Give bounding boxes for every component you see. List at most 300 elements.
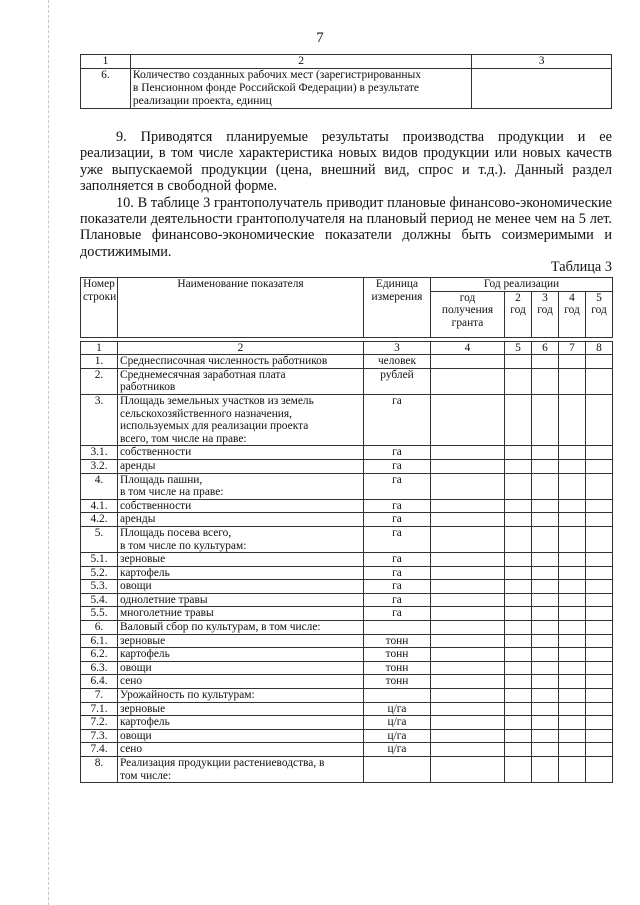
unit-cell: га <box>364 566 431 580</box>
year-value-cell <box>431 716 505 730</box>
year-value-cell <box>431 446 505 460</box>
row-number: 3.2. <box>81 459 118 473</box>
year-value-cell <box>505 607 532 621</box>
table-row <box>81 473 613 499</box>
unit-cell: га <box>364 459 431 473</box>
row-number: 7.4. <box>81 743 118 757</box>
year-value-cell <box>532 634 559 648</box>
year-value-cell <box>532 446 559 460</box>
indicator-name <box>118 368 364 394</box>
unit-cell: га <box>364 473 431 499</box>
page-margin-line <box>48 0 49 905</box>
row-number: 5.1. <box>81 553 118 567</box>
table-row <box>81 716 613 730</box>
row-number: 7.3. <box>81 729 118 743</box>
year-value-cell <box>559 394 586 445</box>
indicator-name-line: сельскохозяйственного назначения, <box>120 407 292 420</box>
year-value-cell <box>505 566 532 580</box>
unit-header <box>364 278 431 338</box>
year-value-cell <box>559 513 586 527</box>
year-value-cell <box>586 593 613 607</box>
year-value-cell <box>505 675 532 689</box>
indicators-table <box>80 277 613 783</box>
year-value-cell <box>532 702 559 716</box>
year-value-cell <box>431 473 505 499</box>
year-value-cell <box>559 355 586 369</box>
year-value-cell <box>559 702 586 716</box>
year-value-cell <box>559 716 586 730</box>
table-row <box>81 513 613 527</box>
year-value-cell <box>586 716 613 730</box>
row-number: 4.1. <box>81 499 118 513</box>
indicator-name <box>118 757 364 783</box>
unit-cell: тонн <box>364 634 431 648</box>
year-value-cell <box>431 621 505 635</box>
year-value-cell <box>532 459 559 473</box>
year-value-cell <box>559 648 586 662</box>
year-value-cell <box>431 648 505 662</box>
indicator-name <box>118 593 364 607</box>
indicator-name-line: используемых для реализации проекта <box>120 420 309 433</box>
table-row <box>81 499 613 513</box>
year-value-cell <box>431 566 505 580</box>
year-value-cell <box>586 513 613 527</box>
year-value-cell <box>431 729 505 743</box>
row-number: 6.4. <box>81 675 118 689</box>
year-value-cell <box>532 607 559 621</box>
table-row <box>81 757 613 783</box>
year-value-cell <box>559 580 586 594</box>
indicator-name-line: Валовый сбор по культурам, в том числе: <box>120 621 321 634</box>
indicator-name-line: сено <box>120 743 143 756</box>
year-value-cell <box>532 716 559 730</box>
year-value-cell <box>505 368 532 394</box>
unit-cell: ц/га <box>364 729 431 743</box>
row-number: 7.1. <box>81 702 118 716</box>
row-number: 1. <box>81 355 118 369</box>
year-value-cell <box>559 553 586 567</box>
year-value-cell <box>559 459 586 473</box>
unit-cell: га <box>364 593 431 607</box>
indicator-name-line: в том числе на праве: <box>120 486 224 499</box>
header-row <box>81 278 613 292</box>
year-value-cell <box>532 661 559 675</box>
indicator-name-line: Площадь земельных участков из земель <box>120 394 314 407</box>
year-value-cell <box>532 473 559 499</box>
year-value-cell <box>559 689 586 703</box>
top-col-header: 3 <box>472 55 612 69</box>
year-value-cell <box>505 580 532 594</box>
indicator-name-line: Среднемесячная заработная плата <box>120 368 286 381</box>
table-row <box>81 526 613 552</box>
year-value-cell <box>532 648 559 662</box>
indicator-name <box>118 446 364 460</box>
col-number: 3 <box>364 341 431 355</box>
indicator-name-line: картофель <box>120 716 170 729</box>
indicator-name-line: собственности <box>120 499 192 512</box>
year-value-cell <box>505 355 532 369</box>
indicator-name <box>118 553 364 567</box>
year-col-header-grant <box>431 291 505 337</box>
table-row <box>81 675 613 689</box>
table-row <box>81 621 613 635</box>
top-table-header-row <box>81 55 612 69</box>
col-number: 8 <box>586 341 613 355</box>
year-value-cell <box>586 743 613 757</box>
year-value-cell <box>505 634 532 648</box>
row-number-header <box>81 278 118 338</box>
year-value-cell <box>586 526 613 552</box>
year-value-cell <box>559 729 586 743</box>
year-value-cell <box>431 743 505 757</box>
year-value-cell <box>431 757 505 783</box>
year-value-cell <box>505 473 532 499</box>
unit-cell: га <box>364 499 431 513</box>
year-value-cell <box>505 648 532 662</box>
year-value-cell <box>559 473 586 499</box>
year-value-cell <box>431 499 505 513</box>
indicator-name-line: многолетние травы <box>120 607 214 620</box>
year-value-cell <box>559 661 586 675</box>
unit-cell: га <box>364 513 431 527</box>
year-value-cell <box>532 355 559 369</box>
table-row <box>81 394 613 445</box>
year-value-cell <box>586 689 613 703</box>
year-value-cell <box>559 757 586 783</box>
row-number: 5. <box>81 526 118 552</box>
indicator-name <box>118 729 364 743</box>
year-value-cell <box>532 689 559 703</box>
year-value-cell <box>586 355 613 369</box>
year-value-cell <box>431 580 505 594</box>
top-col-header: 2 <box>130 55 471 69</box>
indicator-name <box>118 473 364 499</box>
unit-cell <box>364 621 431 635</box>
header-line: измерения <box>371 290 423 303</box>
year-value-cell <box>505 689 532 703</box>
year-value-cell <box>532 499 559 513</box>
indicator-name <box>118 580 364 594</box>
indicator-name <box>118 607 364 621</box>
row-number: 5.2. <box>81 566 118 580</box>
year-value-cell <box>505 743 532 757</box>
unit-cell: рублей <box>364 368 431 394</box>
indicator-name <box>118 716 364 730</box>
table-row <box>81 661 613 675</box>
row-number: 4.2. <box>81 513 118 527</box>
top-table-row <box>81 69 612 109</box>
indicator-name-line: том числе: <box>120 769 172 782</box>
indicator-name <box>118 648 364 662</box>
col-number: 1 <box>81 341 118 355</box>
indicator-name <box>118 621 364 635</box>
year-value-cell <box>586 648 613 662</box>
year-value-cell <box>431 593 505 607</box>
table-row <box>81 648 613 662</box>
table-row <box>81 459 613 473</box>
indicator-name-line: однолетние травы <box>120 593 208 606</box>
year-value-cell <box>586 580 613 594</box>
year-value-cell <box>431 675 505 689</box>
row-number: 2. <box>81 368 118 394</box>
year-value-cell <box>431 355 505 369</box>
year-value-cell <box>559 368 586 394</box>
year-value-cell <box>559 499 586 513</box>
unit-cell: тонн <box>364 675 431 689</box>
year-value-cell <box>559 526 586 552</box>
year-value-cell <box>586 446 613 460</box>
year-value-cell <box>431 607 505 621</box>
year-value-cell <box>431 394 505 445</box>
col-number: 7 <box>559 341 586 355</box>
indicator-name-line: зерновые <box>120 553 166 566</box>
year-value-cell <box>532 593 559 607</box>
year-value-cell <box>559 566 586 580</box>
year-value-cell <box>431 553 505 567</box>
year-value-cell <box>586 702 613 716</box>
year-value-cell <box>532 675 559 689</box>
year-value-cell <box>431 459 505 473</box>
year-value-cell <box>431 689 505 703</box>
indicator-name <box>118 513 364 527</box>
table-caption: Таблица 3 <box>550 259 612 275</box>
year-value-cell <box>586 729 613 743</box>
header-line: 4 <box>569 291 575 304</box>
year-value-cell <box>532 580 559 594</box>
year-value-cell <box>505 729 532 743</box>
top-row-name-line: в Пенсионном фонде Российской Федерации) в результате <box>132 82 420 94</box>
indicator-name-line: овощи <box>120 580 152 593</box>
year-value-cell <box>586 368 613 394</box>
col-number: 4 <box>431 341 505 355</box>
year-value-cell <box>559 634 586 648</box>
indicator-name-line: картофель <box>120 566 170 579</box>
table-row <box>81 607 613 621</box>
year-value-cell <box>505 526 532 552</box>
year-value-cell <box>559 675 586 689</box>
year-value-cell <box>586 499 613 513</box>
indicator-name-line: Реализация продукции растениеводства, в <box>120 757 325 769</box>
year-value-cell <box>532 513 559 527</box>
indicator-name <box>118 689 364 703</box>
unit-cell: тонн <box>364 661 431 675</box>
unit-cell: га <box>364 394 431 445</box>
year-value-cell <box>532 743 559 757</box>
year-value-cell <box>532 757 559 783</box>
indicator-name <box>118 566 364 580</box>
indicator-name-line: картофель <box>120 648 170 661</box>
indicator-name <box>118 394 364 445</box>
header-line: 2 <box>515 291 521 304</box>
year-value-cell <box>431 526 505 552</box>
year-value-cell <box>586 473 613 499</box>
year-value-cell <box>532 553 559 567</box>
year-value-cell <box>532 566 559 580</box>
table-row <box>81 593 613 607</box>
row-number: 5.5. <box>81 607 118 621</box>
paragraph-10: 10. В таблице 3 грантополучатель приводит плановые финансово-экономические показатели деятельности грантополучателя на плановый период не менее чем на 5 лет. Плановые финансово-экономические показатели должны быть соизмеримыми и достижимыми. <box>80 194 612 260</box>
year-value-cell <box>559 593 586 607</box>
row-number: 7. <box>81 689 118 703</box>
row-number: 6.3. <box>81 661 118 675</box>
year-value-cell <box>586 553 613 567</box>
year-value-cell <box>505 757 532 783</box>
year-value-cell <box>586 394 613 445</box>
year-value-cell <box>505 446 532 460</box>
year-value-cell <box>586 607 613 621</box>
year-value-cell <box>586 757 613 783</box>
year-value-cell <box>505 593 532 607</box>
top-row-name-line: реализации проекта, единиц <box>132 95 272 107</box>
row-number: 6.2. <box>81 648 118 662</box>
unit-cell: га <box>364 553 431 567</box>
table-row <box>81 566 613 580</box>
indicator-name-line: овощи <box>120 661 152 674</box>
top-row-value <box>472 69 612 109</box>
year-value-cell <box>532 621 559 635</box>
col-number: 5 <box>505 341 532 355</box>
indicator-name-line: сено <box>120 675 143 688</box>
indicator-name-line: в том числе по культурам: <box>120 539 247 552</box>
row-number: 5.4. <box>81 593 118 607</box>
indicator-name-line: Среднесписочная численность работников <box>120 355 328 368</box>
unit-cell: га <box>364 607 431 621</box>
row-number: 6. <box>81 621 118 635</box>
year-col-header-3 <box>532 291 559 337</box>
indicator-name-line: аренды <box>120 459 156 472</box>
table-row <box>81 355 613 369</box>
year-value-cell <box>586 675 613 689</box>
indicator-name <box>118 702 364 716</box>
indicator-name-line: Урожайность по культурам: <box>120 689 255 702</box>
header-line: год <box>564 304 580 317</box>
unit-cell <box>364 689 431 703</box>
year-value-cell <box>505 394 532 445</box>
year-value-cell <box>586 621 613 635</box>
year-value-cell <box>431 368 505 394</box>
table-row <box>81 368 613 394</box>
year-value-cell <box>532 526 559 552</box>
indicator-name-line: аренды <box>120 513 156 526</box>
year-value-cell <box>559 607 586 621</box>
row-number: 7.2. <box>81 716 118 730</box>
table-row <box>81 729 613 743</box>
table-row <box>81 634 613 648</box>
year-value-cell <box>505 702 532 716</box>
header-line: год <box>510 304 526 317</box>
unit-cell: ц/га <box>364 743 431 757</box>
year-value-cell <box>532 368 559 394</box>
header-line: 3 <box>542 291 548 304</box>
paragraph-9: 9. Приводятся планируемые результаты производства продукции и ее реализации, в том числе характеристика новых видов продукции или новых качеств уже выпускаемой продукции (цена, внешний вид, спрос и т.д.). Данный раздел заполняется в свободной форме. <box>80 129 612 195</box>
unit-cell: га <box>364 446 431 460</box>
header-line: получения <box>441 304 494 317</box>
year-value-cell <box>431 661 505 675</box>
indicator-name <box>118 634 364 648</box>
year-value-cell <box>505 621 532 635</box>
table-row <box>81 446 613 460</box>
year-value-cell <box>505 459 532 473</box>
indicator-name-line: Площадь пашни, <box>120 473 203 486</box>
year-value-cell <box>586 459 613 473</box>
table-row <box>81 743 613 757</box>
indicator-name-line: зерновые <box>120 634 166 647</box>
header-line: 5 <box>596 291 602 304</box>
top-row-name <box>130 69 471 109</box>
indicator-name-line: работников <box>120 381 176 394</box>
table-row <box>81 580 613 594</box>
body-text <box>80 129 612 260</box>
unit-cell: ц/га <box>364 702 431 716</box>
indicator-name <box>118 499 364 513</box>
year-col-header-4 <box>559 291 586 337</box>
year-value-cell <box>586 661 613 675</box>
year-group-header: Год реализации <box>431 278 613 292</box>
table-row <box>81 689 613 703</box>
top-row-name-line: Количество созданных рабочих мест (зарегистрированных <box>132 69 422 81</box>
indicator-name <box>118 675 364 689</box>
top-row-number: 6. <box>81 69 131 109</box>
indicator-name-line: собственности <box>120 446 192 459</box>
year-col-header-5 <box>586 291 613 337</box>
row-number: 4. <box>81 473 118 499</box>
table-row <box>81 553 613 567</box>
year-value-cell <box>559 743 586 757</box>
page-number: 7 <box>316 30 324 46</box>
indicator-name-line: овощи <box>120 729 152 742</box>
year-value-cell <box>505 499 532 513</box>
year-value-cell <box>505 661 532 675</box>
row-number: 6.1. <box>81 634 118 648</box>
indicator-name <box>118 355 364 369</box>
year-value-cell <box>505 553 532 567</box>
unit-cell: га <box>364 580 431 594</box>
header-line: гранта <box>451 316 484 329</box>
header-line: год <box>591 304 607 317</box>
year-value-cell <box>431 634 505 648</box>
indicator-name <box>118 526 364 552</box>
year-value-cell <box>431 513 505 527</box>
indicator-name <box>118 459 364 473</box>
indicator-name-line: всего, том числе на праве: <box>120 432 247 445</box>
header-line: год <box>459 291 476 304</box>
header-line: Номер <box>83 278 115 290</box>
year-value-cell <box>532 394 559 445</box>
row-number: 3. <box>81 394 118 445</box>
year-value-cell <box>586 566 613 580</box>
year-value-cell <box>559 446 586 460</box>
indicator-name <box>118 743 364 757</box>
year-col-header-2 <box>505 291 532 337</box>
indicator-name <box>118 661 364 675</box>
indicator-name-header: Наименование показателя <box>118 278 364 338</box>
indicator-name-line: зерновые <box>120 702 166 715</box>
top-table <box>80 54 612 109</box>
unit-cell <box>364 757 431 783</box>
unit-cell: га <box>364 526 431 552</box>
top-col-header: 1 <box>81 55 131 69</box>
unit-cell: ц/га <box>364 716 431 730</box>
year-value-cell <box>532 729 559 743</box>
year-value-cell <box>505 513 532 527</box>
year-value-cell <box>559 621 586 635</box>
year-value-cell <box>586 634 613 648</box>
row-number: 3.1. <box>81 446 118 460</box>
header-line: строки <box>83 290 117 303</box>
year-value-cell <box>431 702 505 716</box>
year-value-cell <box>505 716 532 730</box>
unit-cell: тонн <box>364 648 431 662</box>
